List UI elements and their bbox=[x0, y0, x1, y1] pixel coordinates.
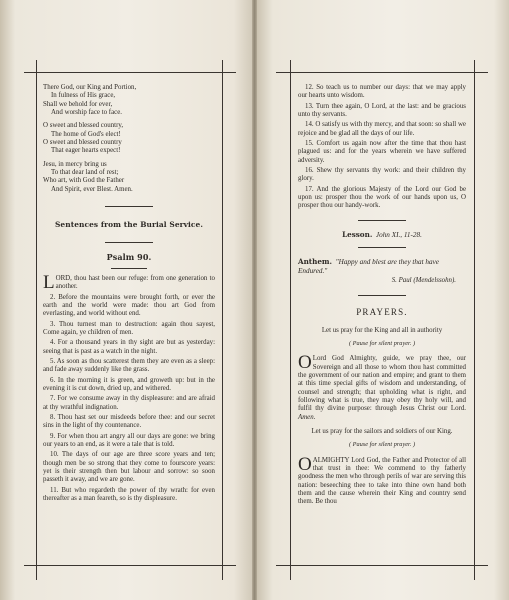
separator bbox=[358, 220, 406, 221]
hymn-line: The home of God's elect! bbox=[51, 130, 121, 138]
right-bottom-rule bbox=[276, 565, 488, 566]
psalm-verse: 16. Shew thy servants thy work: and their children thy glory. bbox=[298, 167, 466, 183]
right-outer-rule bbox=[474, 60, 475, 580]
psalm-verse: 5. As soon as thou scatterest them they are even as a sleep: and fade away suddenly like the grass. bbox=[43, 357, 215, 374]
psalm-verse-1 bbox=[43, 271, 215, 293]
hymn-line: There God, our King and Portion, bbox=[43, 84, 137, 91]
right-top-rule bbox=[276, 72, 488, 73]
hymn-line: Who art, with God the Father bbox=[43, 177, 125, 185]
prayers-heading: PRAYERS. bbox=[356, 307, 408, 318]
psalm-verse: 7. For we consume away in thy displeasure: and are afraid at thy wrathful indignation. bbox=[43, 395, 215, 411]
separator bbox=[358, 247, 406, 248]
anthem-line bbox=[298, 258, 466, 275]
anthem-label: Anthem. bbox=[298, 257, 333, 267]
hymn-line: And worship face to face. bbox=[51, 109, 122, 117]
drop-cap: O bbox=[298, 352, 312, 374]
prayer-intro: Let us pray for the King and all in authority bbox=[321, 326, 443, 334]
psalm-verse: 13. Turn thee again, O Lord, at the last: and be gracious unto thy servants. bbox=[298, 102, 466, 119]
left-inner-rule bbox=[222, 60, 223, 580]
psalm-verse: 4. For a thousand years in thy sight are but as yesterday: seeing that is past as a watch in the night. bbox=[43, 339, 215, 355]
right-column bbox=[298, 84, 466, 509]
separator bbox=[111, 268, 147, 269]
separator bbox=[358, 295, 406, 296]
lesson-label: Lesson. bbox=[342, 229, 373, 239]
psalm-heading: Psalm 90. bbox=[106, 252, 152, 263]
psalm-verse: 9. For when thou art angry all our days are gone: we bring our years to an end, as it were a tale that is told. bbox=[43, 432, 215, 448]
separator bbox=[105, 206, 153, 207]
right-inner-rule bbox=[290, 60, 291, 580]
hymn-line: That eager hearts expect! bbox=[51, 147, 121, 155]
hymn-verse bbox=[43, 122, 215, 155]
psalm-verse: 11. But who regardeth the power of thy wrath: for even thereafter as a man feareth, so is thy displeasure. bbox=[43, 486, 215, 503]
hymn-verse bbox=[43, 161, 215, 194]
psalm-verse: 12. So teach us to number our days: that we may apply our hearts unto wisdom. bbox=[298, 84, 466, 100]
hymn-line: To that dear land of rest; bbox=[51, 169, 119, 177]
psalm-verse: 15. Comfort us again now after the time that thou hast plagued us: and for the years wherein we have suffered adversity. bbox=[298, 140, 466, 164]
prayer-intro: Let us pray for the sailors and soldiers of our King. bbox=[311, 427, 453, 435]
psalm-verse: 2. Before the mountains were brought forth, or ever the earth and the world were made: thou art God from everlasting, and world without end. bbox=[43, 293, 215, 318]
separator bbox=[105, 242, 153, 243]
center-fold bbox=[252, 0, 257, 600]
anthem-text: "Happy and blest are they that have Endured." bbox=[298, 258, 439, 275]
psalm-verse: 6. In the morning it is green, and groweth up: but in the evening it is cut down, dried up, and withered. bbox=[43, 376, 215, 392]
hymn-line: And Spirit, ever Blest. Amen. bbox=[51, 185, 133, 193]
left-bottom-rule bbox=[24, 565, 236, 566]
psalm-verse: 3. Thou turnest man to destruction: again thou sayest, Come again, ye children of men. bbox=[43, 320, 215, 336]
left-outer-rule bbox=[36, 60, 37, 580]
prayer-body: ALMIGHTY Lord God, the Father and Protector of all that trust in thee: We commend to thy fatherly goodness the men who through perils of war are serving this nation: beseeching thee to take into thine own hand both them and the cause wherein their King and country send them. Be thou bbox=[298, 456, 466, 506]
lesson-line bbox=[298, 231, 466, 239]
verse-text: ORD, thou hast been our refuge: from one generation to another. bbox=[55, 274, 215, 291]
prayer-body: Lord God Almighty, guide, we pray thee, our Sovereign and all those to whom thou hast committed the government of our nation and empire; and grant to them at this time special gifts of wisdom and understanding, of counsel and strength; that upholding what is right, and following what is true, they may obey thy holy will, and fulfil thy divine purpose: through Jesus Christ our Lord. bbox=[298, 355, 466, 413]
psalm-verse: 14. O satisfy us with thy mercy, and that soon: so shall we rejoice and be glad all the days of our life. bbox=[298, 121, 466, 137]
prayer-text bbox=[298, 453, 466, 507]
drop-cap: O bbox=[298, 453, 312, 475]
pause-note: ( Pause for silent prayer. ) bbox=[348, 339, 416, 347]
hymn-line: Shall we behold for ever, bbox=[43, 100, 113, 108]
amen: Amen. bbox=[298, 413, 316, 421]
hymn-line: O sweet and blessed country, bbox=[43, 122, 124, 130]
anthem-credit: S. Paul (Mendelssohn). bbox=[391, 276, 456, 284]
prayer-text bbox=[298, 352, 466, 422]
lesson-reference: John XI., 11-28. bbox=[375, 230, 422, 239]
sentences-heading: Sentences from the Burial Service. bbox=[55, 220, 203, 230]
hymn-line: O sweet and blessed country bbox=[43, 139, 122, 147]
pause-note: ( Pause for silent prayer. ) bbox=[348, 441, 416, 449]
drop-cap: L bbox=[43, 271, 55, 293]
psalm-verse: 8. Thou hast set our misdeeds before thee: and our secret sins in the light of thy countenance. bbox=[43, 413, 215, 430]
hymn-line: Jesu, in mercy bring us bbox=[43, 160, 107, 168]
left-top-rule bbox=[24, 72, 236, 73]
hymn-verse bbox=[43, 84, 215, 117]
left-column bbox=[43, 84, 215, 505]
psalm-verse: 10. The days of our age are three score years and ten; though men be so strong that they come to fourscore years: yet is their strength then but labour and sorrow: so soon passeth it away, and we are gone. bbox=[43, 451, 215, 484]
psalm-verse: 17. And the glorious Majesty of the Lord our God be upon us: prosper thou the work of our hands upon us, O prosper thou our handy-work. bbox=[298, 185, 466, 210]
hymn-line: In fulness of His grace, bbox=[51, 92, 116, 100]
